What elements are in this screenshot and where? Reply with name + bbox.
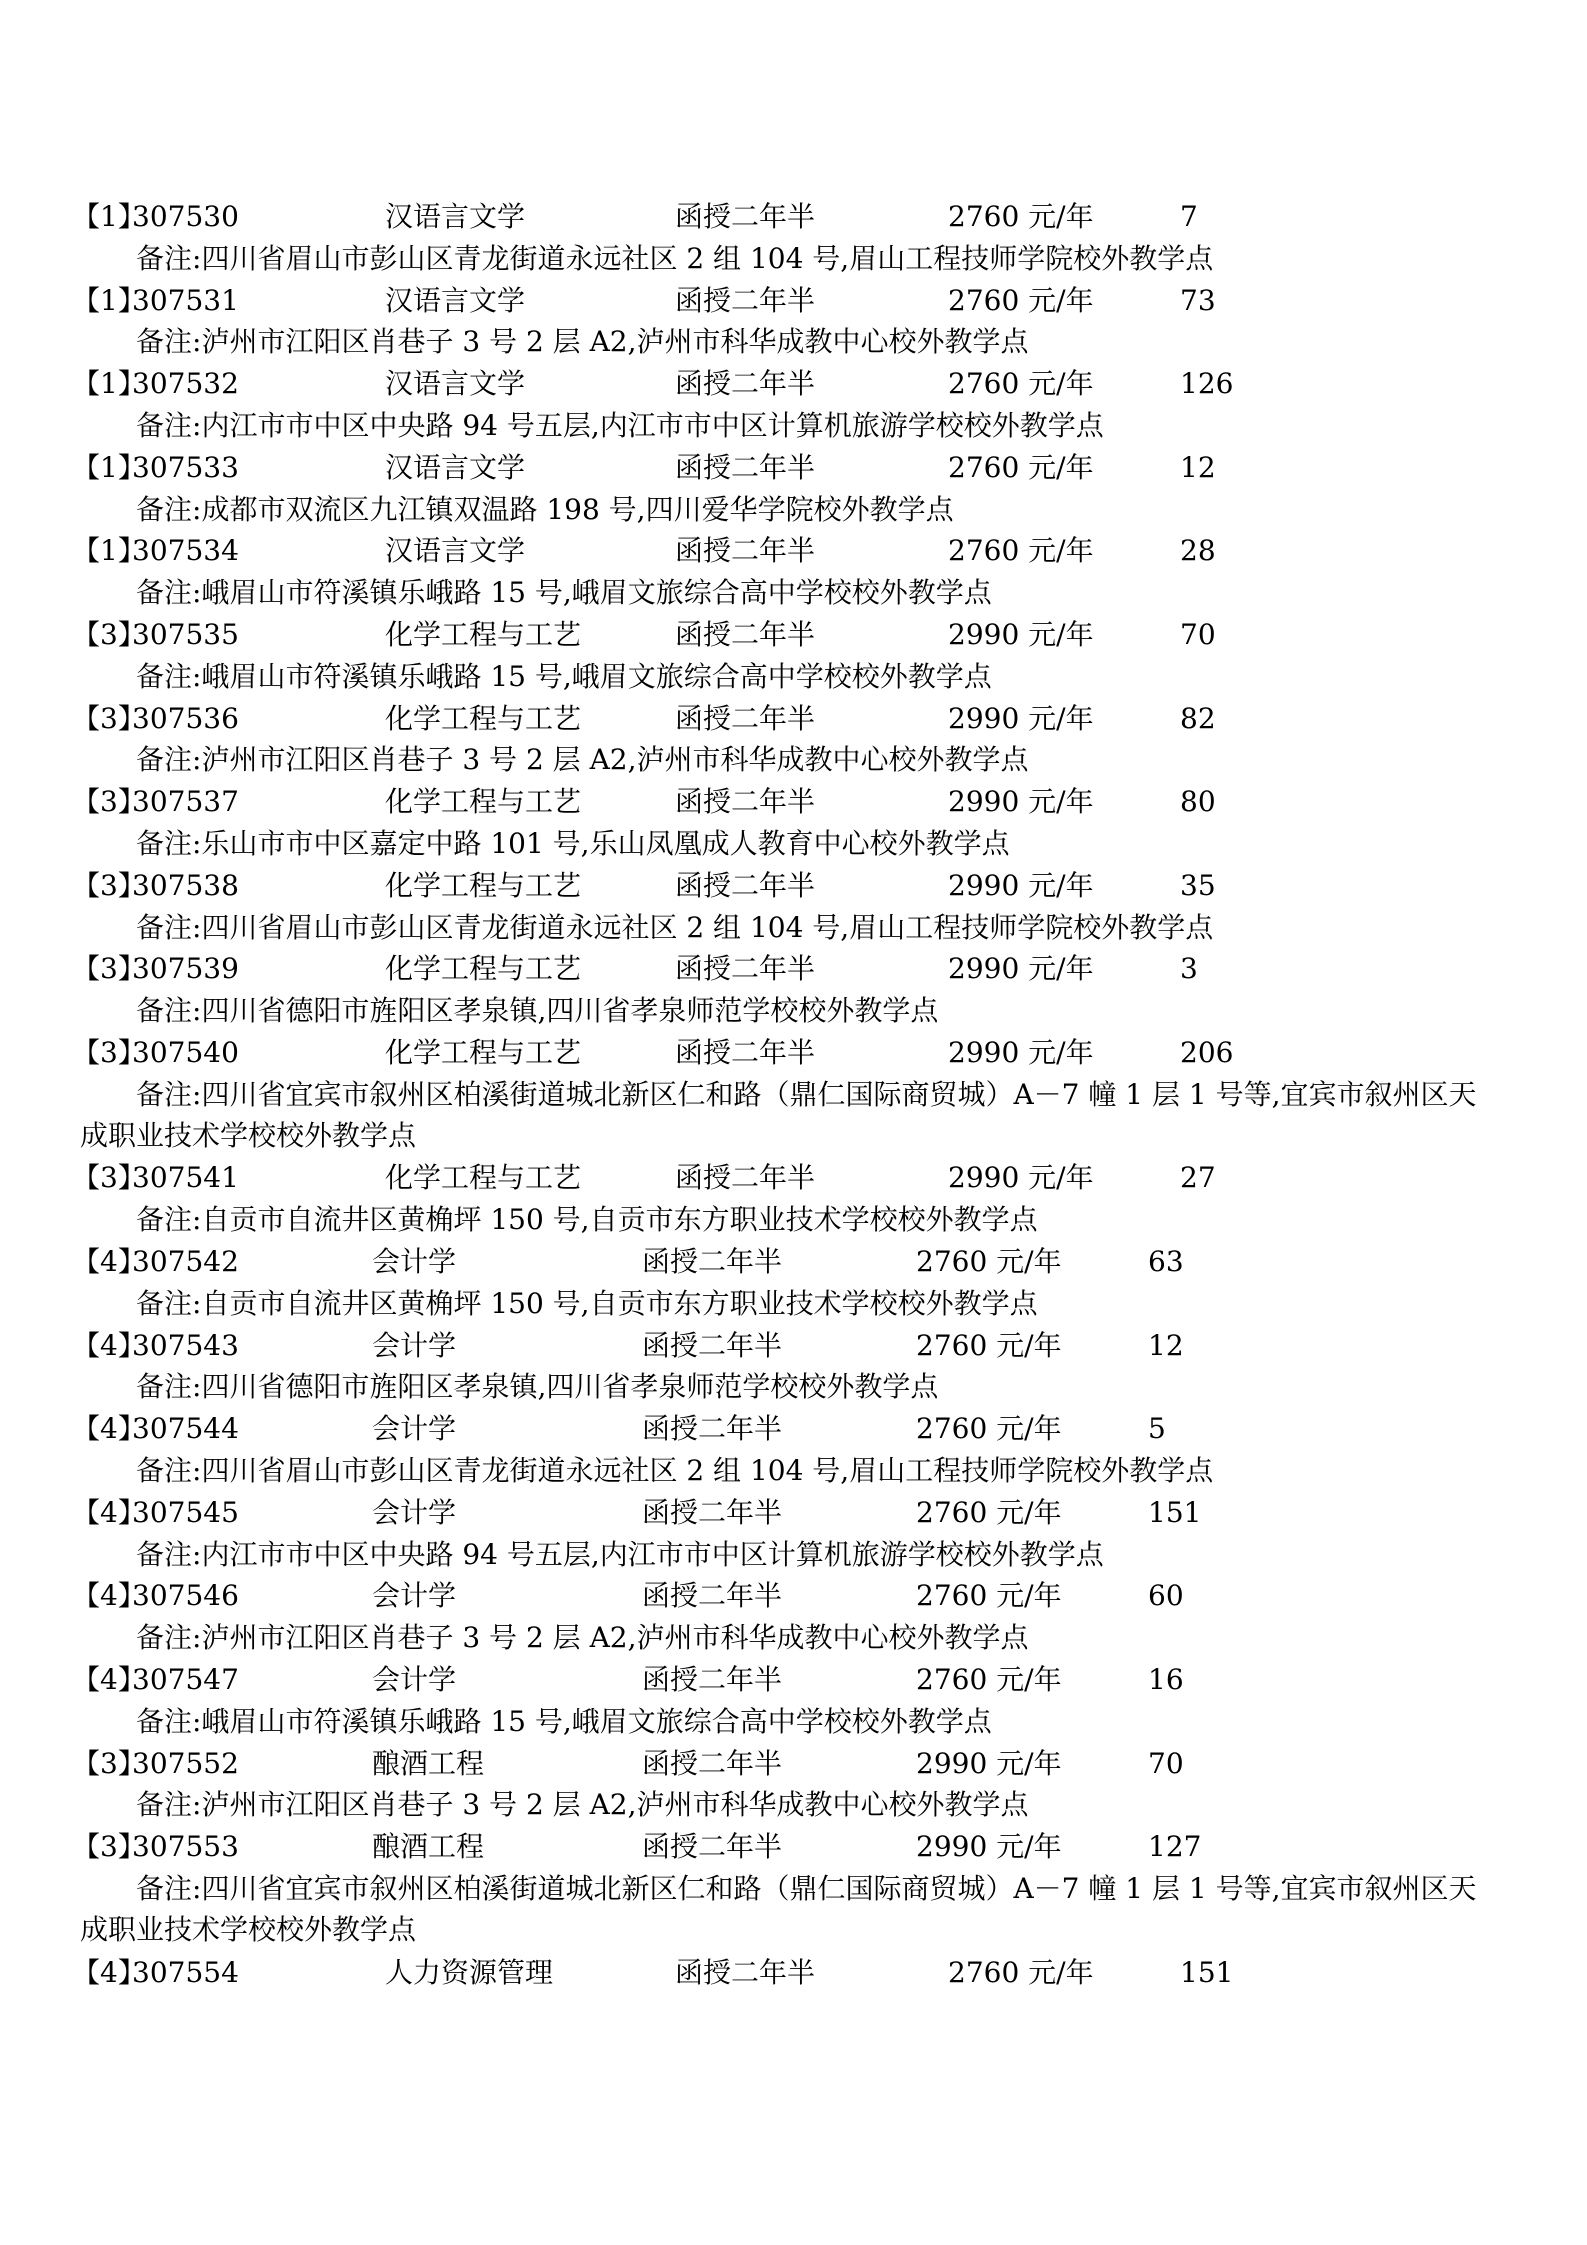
entry-note <box>80 572 1500 613</box>
entry-category: 【3】 <box>72 1746 146 1780</box>
entry-study-mode: 函授二年半 <box>642 1495 783 1529</box>
entry-count: 151 <box>1148 1495 1202 1529</box>
note-text: 四川省眉山市彭山区青龙街道永远社区 2 组 104 号,眉山工程技师学院校外教学点 <box>201 1454 1214 1487</box>
entry-code: 307547 <box>132 1663 239 1696</box>
entry-row <box>0 363 1587 404</box>
note-text: 泸州市江阳区肖巷子 3 号 2 层 A2,泸州市科华成教中心校外教学点 <box>201 1621 1029 1655</box>
entry-row <box>0 196 1587 237</box>
note-text: 四川省宜宾市叙州区柏溪街道城北新区仁和路（鼎仁国际商贸城）A－7 幢 1 层 1 号等,宜宾市叙州区天成职业技术学校校外教学点 <box>80 1872 1477 1946</box>
note-text: 成都市双流区九江镇双温路 198 号,四川爱华学院校外教学点 <box>201 492 954 526</box>
entry-study-mode: 函授二年半 <box>675 952 816 986</box>
entry-category: 【3】 <box>72 1161 146 1195</box>
entry-category: 【1】 <box>72 200 146 233</box>
entry-code: 307533 <box>132 450 239 484</box>
entry-note <box>80 1283 1500 1324</box>
entry-fee: 2760 元/年 <box>916 1412 1062 1446</box>
note-label: 备注: <box>136 1788 202 1822</box>
entry-major: 会计学 <box>372 1412 457 1446</box>
entry-category: 【3】 <box>72 1830 146 1864</box>
entry-code: 307531 <box>132 283 239 317</box>
note-text: 泸州市江阳区肖巷子 3 号 2 层 A2,泸州市科华成教中心校外教学点 <box>201 1788 1029 1822</box>
entry-code: 307554 <box>132 1955 239 1989</box>
entry-fee: 2990 元/年 <box>948 618 1094 651</box>
entry-note <box>80 1617 1500 1658</box>
entry-count: 3 <box>1180 952 1198 986</box>
note-text: 四川省宜宾市叙州区柏溪街道城北新区仁和路（鼎仁国际商贸城）A－7 幢 1 层 1 号等,宜宾市叙州区天成职业技术学校校外教学点 <box>80 1077 1477 1152</box>
entry-row <box>0 948 1587 989</box>
entry-count: 63 <box>1148 1245 1184 1278</box>
entry-count: 27 <box>1180 1161 1216 1195</box>
entry-row <box>0 1826 1587 1867</box>
entry-note <box>80 1701 1500 1742</box>
entry-note <box>80 1450 1500 1491</box>
entry-code: 307534 <box>132 534 239 568</box>
entry-category: 【3】 <box>72 785 146 819</box>
entry-count: 35 <box>1180 868 1216 902</box>
entry-row <box>0 280 1587 321</box>
entry-count: 60 <box>1148 1579 1184 1613</box>
entry-code: 307552 <box>132 1746 239 1780</box>
entry-note <box>80 990 1500 1031</box>
note-text: 峨眉山市符溪镇乐峨路 15 号,峨眉文旅综合高中学校校外教学点 <box>201 1704 992 1738</box>
entry-count: 70 <box>1148 1746 1184 1780</box>
entry-fee: 2760 元/年 <box>916 1328 1062 1362</box>
entry-major: 化学工程与工艺 <box>385 1161 582 1195</box>
entry-study-mode: 函授二年半 <box>642 1746 783 1780</box>
entry-major: 化学工程与工艺 <box>385 868 582 902</box>
entry-note <box>80 321 1500 362</box>
entry-major: 人力资源管理 <box>385 1955 554 1989</box>
entry-fee: 2760 元/年 <box>948 283 1094 317</box>
entry-row <box>0 1325 1587 1366</box>
entry-study-mode: 函授二年半 <box>675 534 816 568</box>
entry-code: 307544 <box>132 1412 239 1446</box>
entry-code: 307532 <box>132 367 239 401</box>
entry-row <box>0 781 1587 822</box>
entry-code: 307530 <box>132 200 239 233</box>
entry-count: 82 <box>1180 701 1216 735</box>
entry-code: 307553 <box>132 1830 239 1864</box>
note-label: 备注: <box>136 659 202 693</box>
entry-row <box>0 1952 1587 1993</box>
entry-major: 酿酒工程 <box>372 1746 485 1780</box>
entry-fee: 2760 元/年 <box>948 200 1094 233</box>
note-text: 四川省德阳市旌阳区孝泉镇,四川省孝泉师范学校校外教学点 <box>201 1370 939 1404</box>
entry-category: 【4】 <box>72 1328 146 1362</box>
note-text: 自贡市自流井区黄桷坪 150 号,自贡市东方职业技术学校校外教学点 <box>201 1286 1038 1320</box>
entry-category: 【3】 <box>72 701 146 735</box>
entry-count: 73 <box>1180 283 1216 317</box>
note-label: 备注: <box>136 409 202 442</box>
entry-note <box>80 1868 1500 1950</box>
entry-note <box>80 907 1500 948</box>
entry-count: 16 <box>1148 1663 1184 1696</box>
entry-row <box>0 1743 1587 1784</box>
entry-study-mode: 函授二年半 <box>675 785 816 819</box>
entry-category: 【3】 <box>72 952 146 986</box>
note-label: 备注: <box>136 994 202 1028</box>
entry-note <box>80 1199 1500 1240</box>
entry-major: 汉语言文学 <box>385 450 526 484</box>
entry-study-mode: 函授二年半 <box>675 1161 816 1195</box>
entry-study-mode: 函授二年半 <box>675 1036 816 1069</box>
entry-category: 【1】 <box>72 534 146 568</box>
entry-fee: 2760 元/年 <box>948 1955 1094 1989</box>
entry-major: 汉语言文学 <box>385 200 526 233</box>
note-text: 泸州市江阳区肖巷子 3 号 2 层 A2,泸州市科华成教中心校外教学点 <box>201 743 1029 777</box>
entry-study-mode: 函授二年半 <box>642 1328 783 1362</box>
entry-category: 【3】 <box>72 868 146 902</box>
entry-row <box>0 1157 1587 1198</box>
entry-fee: 2990 元/年 <box>948 701 1094 735</box>
note-text: 四川省德阳市旌阳区孝泉镇,四川省孝泉师范学校校外教学点 <box>201 994 939 1028</box>
note-label: 备注: <box>136 1621 202 1655</box>
entry-count: 70 <box>1180 618 1216 651</box>
entry-major: 汉语言文学 <box>385 283 526 317</box>
note-label: 备注: <box>136 910 202 944</box>
entry-count: 126 <box>1180 367 1234 401</box>
entry-category: 【4】 <box>72 1955 146 1989</box>
note-label: 备注: <box>136 241 202 275</box>
entry-fee: 2760 元/年 <box>948 367 1094 401</box>
entry-note <box>80 1784 1500 1825</box>
entry-study-mode: 函授二年半 <box>642 1245 783 1278</box>
entry-note <box>80 489 1500 530</box>
note-text: 自贡市自流井区黄桷坪 150 号,自贡市东方职业技术学校校外教学点 <box>201 1203 1038 1237</box>
entry-row <box>0 865 1587 906</box>
entry-study-mode: 函授二年半 <box>675 618 816 651</box>
note-text: 内江市市中区中央路 94 号五层,内江市市中区计算机旅游学校校外教学点 <box>201 409 1104 442</box>
entry-study-mode: 函授二年半 <box>675 701 816 735</box>
entry-study-mode: 函授二年半 <box>675 367 816 401</box>
entry-count: 5 <box>1148 1412 1166 1446</box>
entry-row <box>0 1492 1587 1533</box>
entry-code: 307545 <box>132 1495 239 1529</box>
entry-row <box>0 1659 1587 1700</box>
entry-row <box>0 447 1587 488</box>
note-label: 备注: <box>136 1077 202 1111</box>
entry-fee: 2760 元/年 <box>948 450 1094 484</box>
entry-fee: 2990 元/年 <box>948 785 1094 819</box>
entry-row <box>0 530 1587 571</box>
note-text: 四川省眉山市彭山区青龙街道永远社区 2 组 104 号,眉山工程技师学院校外教学点 <box>201 910 1214 944</box>
entry-study-mode: 函授二年半 <box>642 1412 783 1446</box>
entry-category: 【4】 <box>72 1579 146 1613</box>
note-text: 乐山市市中区嘉定中路 101 号,乐山凤凰成人教育中心校外教学点 <box>201 827 1010 860</box>
entry-major: 化学工程与工艺 <box>385 785 582 819</box>
entry-code: 307543 <box>132 1328 239 1362</box>
entry-note <box>80 823 1500 864</box>
entry-study-mode: 函授二年半 <box>675 200 816 233</box>
entry-major: 会计学 <box>372 1495 457 1529</box>
note-text: 峨眉山市符溪镇乐峨路 15 号,峨眉文旅综合高中学校校外教学点 <box>201 576 992 610</box>
entry-code: 307537 <box>132 785 239 819</box>
note-text: 内江市市中区中央路 94 号五层,内江市市中区计算机旅游学校校外教学点 <box>201 1537 1104 1571</box>
entry-note <box>80 238 1500 279</box>
entry-row <box>0 698 1587 739</box>
entry-category: 【4】 <box>72 1495 146 1529</box>
entry-note <box>80 739 1500 780</box>
entry-category: 【3】 <box>72 1036 146 1069</box>
entry-major: 汉语言文学 <box>385 534 526 568</box>
entry-note <box>80 656 1500 697</box>
entry-fee: 2760 元/年 <box>916 1245 1062 1278</box>
entry-major: 汉语言文学 <box>385 367 526 401</box>
entry-count: 206 <box>1180 1036 1234 1069</box>
note-label: 备注: <box>136 492 202 526</box>
entry-code: 307535 <box>132 618 239 651</box>
note-label: 备注: <box>136 1370 202 1404</box>
entry-category: 【1】 <box>72 283 146 317</box>
entry-note <box>80 405 1500 446</box>
entry-code: 307538 <box>132 868 239 902</box>
entry-category: 【1】 <box>72 450 146 484</box>
entry-code: 307539 <box>132 952 239 986</box>
entry-count: 12 <box>1148 1328 1184 1362</box>
entry-major: 酿酒工程 <box>372 1830 485 1864</box>
entry-count: 127 <box>1148 1830 1202 1864</box>
entry-row <box>0 1241 1587 1282</box>
entry-fee: 2990 元/年 <box>948 1161 1094 1195</box>
entry-fee: 2990 元/年 <box>948 868 1094 902</box>
entry-study-mode: 函授二年半 <box>642 1830 783 1864</box>
entry-note <box>80 1366 1500 1407</box>
note-label: 备注: <box>136 827 202 860</box>
entry-code: 307542 <box>132 1245 239 1278</box>
note-label: 备注: <box>136 1286 202 1320</box>
entry-count: 7 <box>1180 200 1198 233</box>
entry-fee: 2760 元/年 <box>948 534 1094 568</box>
note-label: 备注: <box>136 576 202 610</box>
entry-fee: 2760 元/年 <box>916 1579 1062 1613</box>
entry-major: 化学工程与工艺 <box>385 1036 582 1069</box>
entry-category: 【3】 <box>72 618 146 651</box>
entry-major: 会计学 <box>372 1663 457 1696</box>
note-label: 备注: <box>136 1203 202 1237</box>
entry-code: 307541 <box>132 1161 239 1195</box>
entry-major: 会计学 <box>372 1579 457 1613</box>
entry-study-mode: 函授二年半 <box>642 1579 783 1613</box>
entry-study-mode: 函授二年半 <box>675 1955 816 1989</box>
entry-count: 80 <box>1180 785 1216 819</box>
entry-row <box>0 1408 1587 1449</box>
note-text: 泸州市江阳区肖巷子 3 号 2 层 A2,泸州市科华成教中心校外教学点 <box>201 325 1029 359</box>
entry-count: 28 <box>1180 534 1216 568</box>
note-label: 备注: <box>136 1872 202 1905</box>
entry-major: 化学工程与工艺 <box>385 701 582 735</box>
note-label: 备注: <box>136 1454 202 1487</box>
entry-row <box>0 1575 1587 1616</box>
note-text: 峨眉山市符溪镇乐峨路 15 号,峨眉文旅综合高中学校校外教学点 <box>201 659 992 693</box>
entry-count: 12 <box>1180 450 1216 484</box>
entry-major: 会计学 <box>372 1245 457 1278</box>
entry-study-mode: 函授二年半 <box>675 868 816 902</box>
entry-note <box>80 1074 1500 1156</box>
note-text: 四川省眉山市彭山区青龙街道永远社区 2 组 104 号,眉山工程技师学院校外教学点 <box>201 241 1214 275</box>
entry-fee: 2760 元/年 <box>916 1495 1062 1529</box>
entry-major: 化学工程与工艺 <box>385 618 582 651</box>
note-label: 备注: <box>136 1704 202 1738</box>
entry-count: 151 <box>1180 1955 1234 1989</box>
entry-major: 会计学 <box>372 1328 457 1362</box>
entry-study-mode: 函授二年半 <box>642 1663 783 1696</box>
entry-category: 【1】 <box>72 367 146 401</box>
note-label: 备注: <box>136 1537 202 1571</box>
entry-category: 【4】 <box>72 1412 146 1446</box>
entry-fee: 2990 元/年 <box>916 1830 1062 1864</box>
entry-fee: 2990 元/年 <box>948 952 1094 986</box>
entry-fee: 2990 元/年 <box>916 1746 1062 1780</box>
entry-fee: 2990 元/年 <box>948 1036 1094 1069</box>
entry-fee: 2760 元/年 <box>916 1663 1062 1696</box>
entry-code: 307536 <box>132 701 239 735</box>
entry-category: 【4】 <box>72 1663 146 1696</box>
note-label: 备注: <box>136 743 202 777</box>
entry-row <box>0 1032 1587 1073</box>
note-label: 备注: <box>136 325 202 359</box>
entry-study-mode: 函授二年半 <box>675 450 816 484</box>
entry-code: 307540 <box>132 1036 239 1069</box>
entry-major: 化学工程与工艺 <box>385 952 582 986</box>
entry-row <box>0 614 1587 655</box>
entry-study-mode: 函授二年半 <box>675 283 816 317</box>
entry-note <box>80 1534 1500 1575</box>
entry-category: 【4】 <box>72 1245 146 1278</box>
entry-code: 307546 <box>132 1579 239 1613</box>
